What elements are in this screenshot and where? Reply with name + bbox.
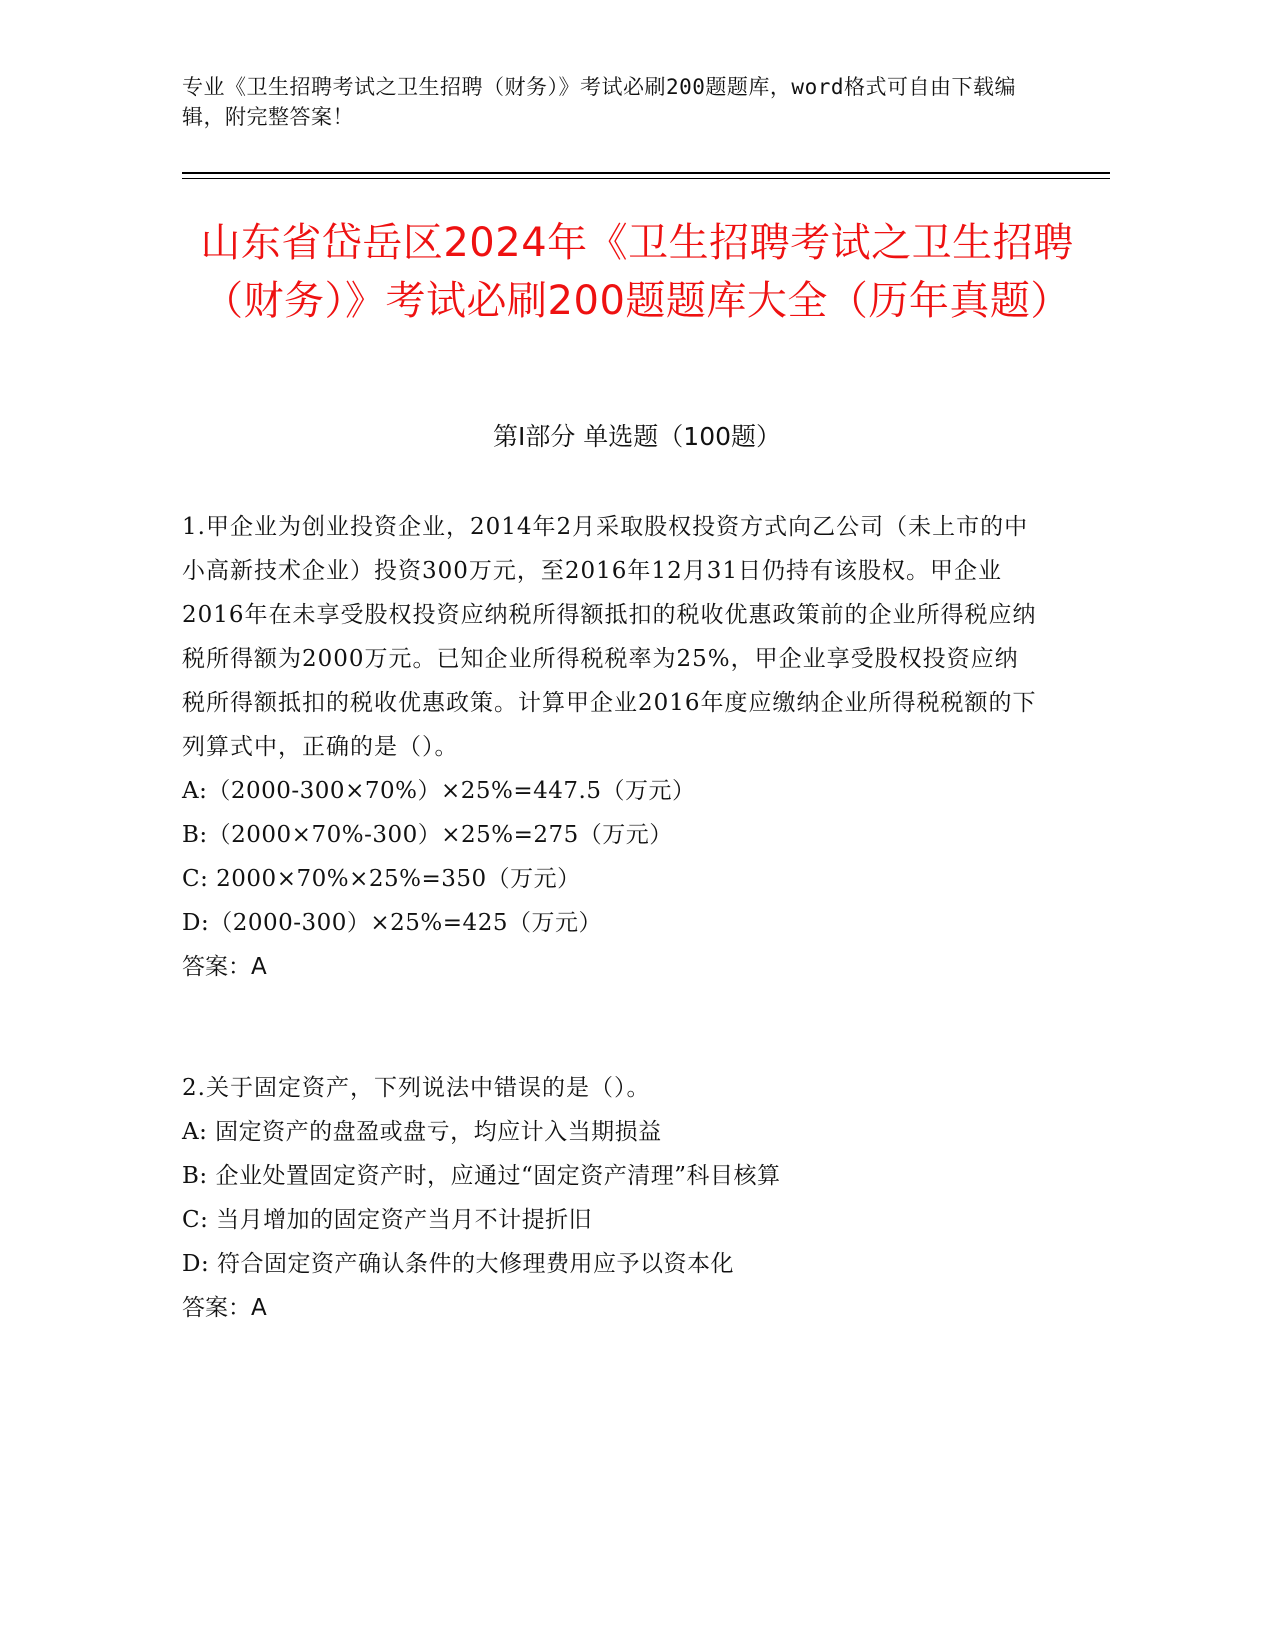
section-heading: 第Ⅰ部分 单选题（100题） (492, 422, 782, 451)
header-divider-thick (182, 172, 1110, 174)
option-b: B:（2000×70%-300）×25%=275（万元） (182, 822, 673, 848)
question-2 (182, 1066, 1042, 1330)
header-divider-thin (182, 178, 1110, 179)
answer: 答案：A (182, 1295, 267, 1321)
question-1 (182, 505, 1042, 989)
option-d: D: 符合固定资产确认条件的大修理费用应予以资本化 (182, 1251, 735, 1277)
option-c: C: 当月增加的固定资产当月不计提折旧 (182, 1207, 593, 1233)
option-c: C: 2000×70%×25%=350（万元） (182, 866, 581, 892)
question-stem: 2.关于固定资产，下列说法中错误的是（）。 (182, 1075, 651, 1101)
option-a: A: 固定资产的盘盈或盘亏，均应计入当期损益 (182, 1119, 662, 1145)
option-b: B: 企业处置固定资产时，应通过“固定资产清理”科目核算 (182, 1163, 781, 1189)
question-stem: 1.甲企业为创业投资企业，2014年2月采取股权投资方式向乙公司（未上市的中小高新技术企业）投资300万元，至2016年12月31日仍持有该股权。甲企业2016年在未享受股权投资应纳税所得额抵扣的税收优惠政策前的企业所得税应纳税所得额为2000万元。已知企业所得税税率为25%，甲企业享受股权投资应纳税所得额抵扣的税收优惠政策。计算甲企业2016年度应缴纳企业所得税税额的下列算式中，正确的是（）。 (182, 514, 1037, 760)
header-note: 专业《卫生招聘考试之卫生招聘（财务）》考试必刷200题题库，word格式可自由下载编辑，附完整答案！ (182, 75, 1016, 129)
option-d: D:（2000-300）×25%=425（万元） (182, 910, 602, 936)
document-title: 山东省岱岳区2024年《卫生招聘考试之卫生招聘（财务）》考试必刷200题题库大全（历年真题） (200, 220, 1074, 324)
option-a: A:（2000-300×70%）×25%=447.5（万元） (182, 778, 696, 804)
answer: 答案：A (182, 954, 267, 980)
